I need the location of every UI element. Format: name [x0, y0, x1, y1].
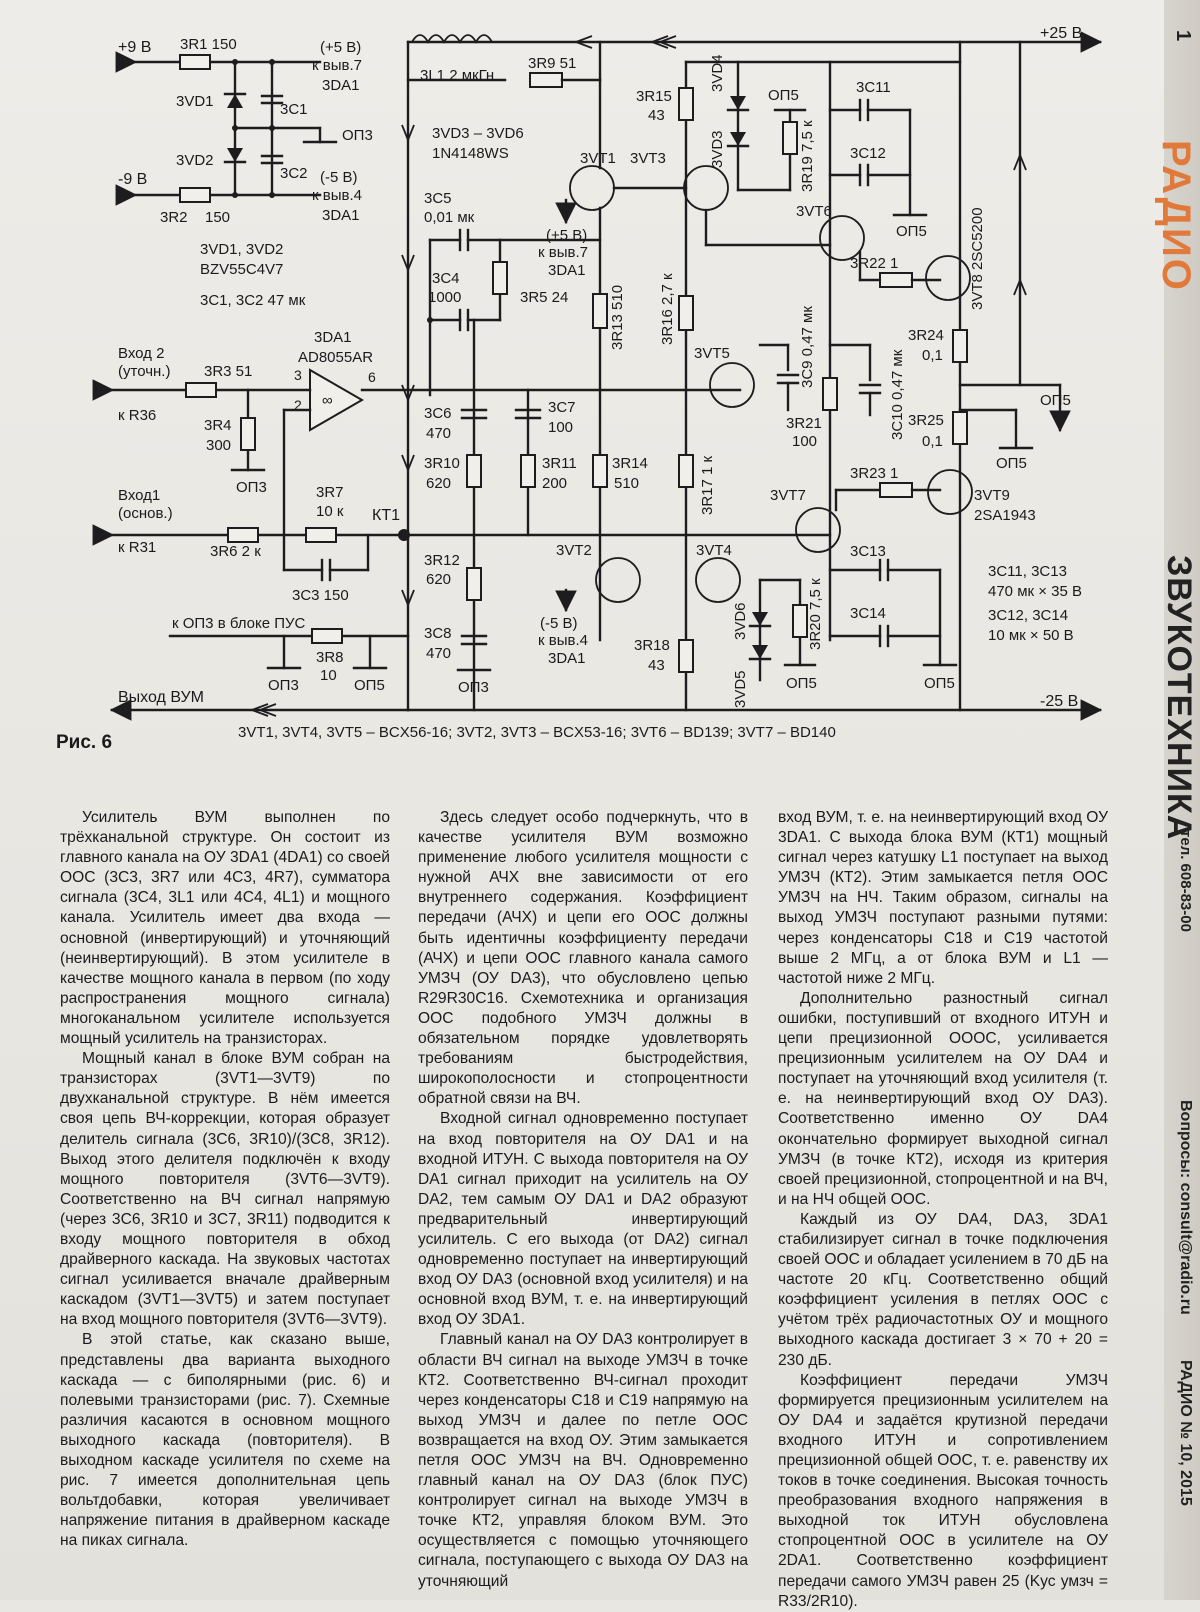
- label-vt6: 3VT6: [796, 203, 832, 220]
- label-pus: к ОП3 в блоке ПУС: [172, 615, 306, 632]
- label-r7: 3R7: [316, 484, 344, 501]
- label-c5: 3C5: [424, 190, 452, 207]
- resistor-3r19: [783, 122, 797, 154]
- label-r20: 3R20 7,5 к: [807, 578, 824, 650]
- page-number: 1: [1172, 30, 1194, 42]
- label-r9: 3R9 51: [528, 55, 577, 72]
- transistor-3vt4: [696, 558, 740, 602]
- label-l1: 3L1 2 мкГн: [420, 67, 495, 84]
- label-p5v-top-pin: к выв.7: [312, 57, 362, 74]
- label-op5-g: ОП5: [354, 677, 385, 694]
- label-op3-c: ОП3: [268, 677, 299, 694]
- label-r14: 3R14: [612, 455, 648, 472]
- label-c12: 3C12: [850, 145, 886, 162]
- label-c7-value: 100: [548, 419, 574, 436]
- label-c5-value: 0,01 мк: [424, 209, 475, 226]
- label-op3-a: ОП3: [342, 127, 373, 144]
- paragraph: вход ВУМ, т. е. на неинвертирующий вход ОУ 3DA1. С выхода блока ВУМ (КТ1) мощный сигнал через катушку L1 поступает на выход УМЗЧ (КТ2). Этим замыкается петля ООС УМЗЧ на НЧ. Таким образом, сигналы на выход УМЗЧ поступают разными путями: через конденсаторы С18 и С19 частотой выше 2 МГц, а от блока ВУМ и L1 — частотой ниже 2 МГц.: [778, 809, 1108, 987]
- resistor-3r21: [823, 378, 837, 410]
- label-r8-value: 10: [320, 667, 337, 684]
- label-c13: 3C13: [850, 543, 886, 560]
- text-column-1: [60, 808, 390, 1598]
- resistor-3r7: [306, 528, 336, 542]
- label-op5-a: ОП5: [768, 87, 799, 104]
- section-title: ЗВУКОТЕХНИКА: [1160, 555, 1198, 841]
- paragraph: Коэффициент передачи УМЗЧ формируется прецизионным усилителем на ОУ DA4 и задаётся крутизной передачи входного ИТУН и сопротивлением прецизионной общей ООС, т. е. равенству их токов в точке соединения. Высокая точность преобразования входного напряжения в выходной ток ИТУН обусловлена стопроцентной ООС в усилителе на ОУ 2DA1. Соответственно коэффициент передачи самого УМЗЧ равен 25 (Kус умзч = R33/2R10).: [778, 1371, 1108, 1610]
- label-p5v-top: (+5 В): [320, 39, 362, 56]
- label-r8: 3R8: [316, 649, 344, 666]
- label-m5v-mid: (-5 В): [540, 615, 578, 632]
- label-in1-sub: (основ.): [118, 505, 173, 522]
- label-vd5: 3VD5: [732, 670, 749, 708]
- label-p5v-top-ic: 3DA1: [322, 77, 360, 94]
- label-r16: 3R16 2,7 к: [659, 273, 676, 345]
- label-r21: 3R21: [786, 415, 822, 432]
- label-r15-value: 43: [648, 107, 665, 124]
- resistor-3r24: [953, 330, 967, 362]
- label-c9: 3C9 0,47 мк: [799, 306, 816, 388]
- label-vd36: 3VD3 – 3VD6: [432, 125, 524, 142]
- label-c10: 3C10 0,47 мк: [889, 349, 906, 440]
- label-da1-type: AD8055AR: [298, 349, 374, 366]
- label-p5v-mid-ic: 3DA1: [548, 262, 586, 279]
- label-r7-value: 10 к: [316, 503, 344, 520]
- diode-3vd3: [730, 132, 746, 146]
- label-vt7: 3VT7: [770, 487, 806, 504]
- label-op5-b: ОП5: [896, 223, 927, 240]
- paragraph: Главный канал на ОУ DA3 контролирует в области ВЧ сигнал на выходе УМЗЧ в точке КТ2. Соответственно ВЧ-сигнал проходит через конденсаторы С18 и С19 напрямую на выход УМЗЧ и далее по петле ООС возвращается на вход ОУ. Этим замыкается петля ООС УМЗЧ на ВЧ. Одновременно главный канал на ОУ DA3 (блок ПУС) контролирует сигнал на выходе УМЗЧ в точке КТ2, управляя блоком ВУМ. Это осуществляется с помощью уточняющего сигнала, поступающего с выхода ОУ DA3 на уточняющий: [418, 1331, 748, 1590]
- label-r24-value: 0,1: [922, 347, 943, 364]
- label-c7: 3C7: [548, 399, 576, 416]
- label-vt9: 3VT9: [974, 487, 1010, 504]
- label-c1113-note: 3C11, 3C13: [988, 563, 1067, 580]
- transistor-3vt5: [710, 363, 754, 407]
- label-c4: 3C4: [432, 270, 460, 287]
- label-r19: 3R19 7,5 к: [799, 120, 816, 192]
- label-vd2: 3VD2: [176, 152, 214, 169]
- transistor-3vt3: [684, 166, 728, 210]
- label-m5v-top-ic: 3DA1: [322, 207, 360, 224]
- circuit-schematic: [0, 0, 1170, 800]
- opamp-3da1: [310, 370, 362, 430]
- label-m5v-top-pin: к выв.4: [312, 187, 362, 204]
- page-margin-strip: [1154, 0, 1200, 1600]
- label-r2: 3R2: [160, 209, 188, 226]
- label-pin3: 3: [294, 367, 302, 383]
- label-output: Выход ВУМ: [118, 689, 204, 706]
- label-vd3: 3VD3: [709, 130, 726, 168]
- label-p9v: +9 В: [118, 39, 152, 56]
- resistor-3r16: [679, 296, 693, 330]
- label-p5v-mid: (+5 В): [546, 227, 588, 244]
- diode-3vd4: [730, 96, 746, 110]
- label-r17: 3R17 1 к: [699, 455, 716, 515]
- resistor-3r4: [241, 418, 255, 450]
- label-da1: 3DA1: [314, 329, 352, 346]
- paragraph: Каждый из ОУ DA4, DA3, 3DA1 стабилизирует сигнал в точке подключения своей ООС и обладает усилением в 70 дБ на частоте 20 кГц. Соответственно общий коэффициент усиления в петлях ООС с учётом трёх радиочастотных ОУ и мощного выходного каскада достигает 3 × 70 + 20 = 230 дБ.: [778, 1210, 1108, 1369]
- magazine-logo: РАДИО: [1154, 140, 1198, 292]
- label-p5v-mid-pin: к выв.7: [538, 244, 588, 261]
- text-column-2: [418, 808, 748, 1598]
- label-r2-value: 150: [205, 209, 231, 226]
- label-in1: Вход1: [118, 487, 161, 504]
- label-c6: 3C6: [424, 405, 452, 422]
- label-r15: 3R15: [636, 88, 672, 105]
- label-op5-d: ОП5: [996, 455, 1027, 472]
- paragraph: Входной сигнал одновременно поступает на вход повторителя на ОУ DA1 и на входной ИТУН. С выхода повторителя на ОУ DA1 сигнал приходит на усилитель на ОУ DA2, тем самым ОУ DA1 и DA2 образуют предварительный инвертирующий усилитель. С его выхода (от DA2) сигнал одновременно поступает на инвертирующий вход ОУ DA3 (основной вход усилителя) и на основной вход ВУМ, т. е. на инвертирующий вход ОУ 3DA1.: [418, 1110, 748, 1329]
- label-c12-note: 3C1, 3C2 47 мк: [200, 292, 306, 309]
- label-c4-value: 1000: [428, 289, 462, 306]
- transistor-3vt6: [820, 216, 864, 260]
- label-r22: 3R22 1: [850, 255, 899, 272]
- label-vd12-note: 3VD1, 3VD2: [200, 241, 284, 258]
- label-in2: Вход 2: [118, 345, 165, 362]
- text-column-3: [778, 808, 1108, 1610]
- label-r13: 3R13 510: [609, 284, 626, 350]
- label-vt9-type: 2SA1943: [974, 507, 1036, 524]
- label-r25-value: 0,1: [922, 433, 943, 450]
- label-vt3: 3VT3: [630, 150, 666, 167]
- label-c1214-value: 10 мк × 50 В: [988, 627, 1074, 644]
- label-vd12-type: BZV55C4V7: [200, 261, 284, 278]
- resistor-3r11: [521, 455, 535, 487]
- resistor-3r2: [180, 188, 210, 202]
- label-r12-value: 620: [426, 571, 452, 588]
- zener-3vd1: [227, 94, 243, 108]
- label-vd6: 3VD6: [732, 602, 749, 640]
- resistor-3r10: [467, 455, 481, 487]
- zener-3vd2: [227, 148, 243, 162]
- paragraph: Усилитель ВУМ выполнен по трёхканальной структуре. Он состоит из главного канала на ОУ 3DA1 (4DA1) со своей ООС (3C3, 3R7 или 4C3, 4R7), сумматора сигнала (3C4, 3L1 или 4C4, 4L1) и мощного канала. Усилитель имеет два входа — основной (инвертирующий) и уточняющий (неинвертирующий). В этом усилителе в качестве мощного канала в первом (по ходу распространения мощного сигнала) многоканальном усилителе используется мощный усилитель на транзисторах.: [60, 809, 390, 1048]
- resistor-3r13: [593, 294, 607, 328]
- label-c8: 3C8: [424, 625, 452, 642]
- resistor-3r17: [679, 455, 693, 487]
- paragraph: Мощный канал в блоке ВУМ собран на транзисторах (3VT1—3VT9) по двухканальной структуре. В нём имеется своя цепь ВЧ-коррекции, которая образует делитель сигнала (3C6, 3R10)/(3C8, 3R12). Выход этого делителя подключён к входу мощного повторителя (3VT6—3VT9). Соответственно на ВЧ сигнал напрямую (через 3C6, 3R10 и 3C7, 3R11) подводится к входу мощного повторителя в обход драйверного каскада. На звуковых частотах сигнал усиливается вначале драйверным каскадом (3VT1—3VT5) и затем поступает на вход мощного повторителя (3VT6—3VT9).: [60, 1050, 390, 1329]
- label-m9v: -9 В: [118, 171, 148, 188]
- label-r1: 3R1 150: [180, 36, 237, 53]
- label-to-r31: к R31: [118, 539, 157, 556]
- label-kt1: КТ1: [372, 507, 400, 524]
- resistor-3r22: [880, 273, 912, 287]
- label-r18: 3R18: [634, 637, 670, 654]
- label-c2: 3C2: [280, 165, 308, 182]
- label-to-r36: к R36: [118, 407, 157, 424]
- label-vt4: 3VT4: [696, 542, 732, 559]
- label-c1: 3C1: [280, 101, 308, 118]
- label-m5v-top: (-5 В): [320, 169, 358, 186]
- label-transistor-types: 3VT1, 3VT4, 3VT5 – BCX56-16; 3VT2, 3VT3 – BCX53-16; 3VT6 – BD139; 3VT7 – BD140: [238, 724, 836, 741]
- label-r23: 3R23 1: [850, 465, 899, 482]
- label-vt8: 3VT8 2SC5200: [969, 207, 986, 310]
- label-r12: 3R12: [424, 552, 460, 569]
- label-r5: 3R5 24: [520, 289, 569, 306]
- label-vt2: 3VT2: [556, 542, 592, 559]
- transistor-3vt1: [570, 166, 614, 210]
- resistor-3r12: [467, 568, 481, 600]
- transistor-3vt9: [928, 470, 972, 514]
- label-r10: 3R10: [424, 455, 460, 472]
- label-p25v: +25 В: [1040, 25, 1083, 42]
- label-m5v-mid-pin: к выв.4: [538, 632, 588, 649]
- label-op5-f: ОП5: [924, 675, 955, 692]
- resistor-3r9: [530, 73, 562, 87]
- label-pin2: 2: [294, 397, 302, 413]
- label-in2-sub: (уточн.): [118, 363, 171, 380]
- resistor-3r3: [186, 383, 216, 397]
- resistor-3r25: [953, 412, 967, 444]
- label-r4-value: 300: [206, 437, 232, 454]
- label-c6-value: 470: [426, 425, 452, 442]
- diode-3vd5: [752, 645, 768, 659]
- issue-label: РАДИО № 10, 2015: [1177, 1360, 1194, 1506]
- label-vt5: 3VT5: [694, 345, 730, 362]
- label-c8-value: 470: [426, 645, 452, 662]
- label-r11: 3R11: [542, 455, 577, 472]
- label-m5v-mid-ic: 3DA1: [548, 650, 586, 667]
- resistor-3r6: [228, 528, 258, 542]
- resistor-3r5: [493, 262, 507, 294]
- label-r25: 3R25: [908, 412, 944, 429]
- label-r18-value: 43: [648, 657, 665, 674]
- label-c1214-note: 3C12, 3C14: [988, 607, 1069, 624]
- label-r3: 3R3 51: [204, 363, 253, 380]
- label-r21-value: 100: [792, 433, 818, 450]
- label-r11-value: 200: [542, 475, 568, 492]
- label-pin6: 6: [368, 369, 376, 385]
- resistor-3r20: [793, 605, 807, 637]
- transistor-3vt8: [926, 256, 970, 300]
- label-op5-e: ОП5: [786, 675, 817, 692]
- label-c11: 3C11: [856, 79, 891, 96]
- resistor-3r15: [679, 88, 693, 120]
- figure-caption: Рис. 6: [56, 732, 113, 753]
- label-op3-d: ОП3: [458, 679, 489, 696]
- label-op3-b: ОП3: [236, 479, 267, 496]
- label-op5-c: ОП5: [1040, 392, 1071, 409]
- paragraph: В этой статье, как сказано выше, представлены два варианта выходного каскада — с биполярными (рис. 6) и полевыми транзисторами (рис. 7). Схемные различия касаются в основном мощного выходного каскада (повторителя). В выходном каскаде усилителя по схеме на рис. 7 имеется дополнительная цепь вольтдобавки, которая увеличивает напряжение питания в драйверном каскаде на пиках сигнала.: [60, 1331, 390, 1550]
- resistor-3r1: [180, 55, 210, 69]
- phone-info: тел. 608-83-00: [1177, 830, 1194, 932]
- label-r14-value: 510: [614, 475, 640, 492]
- label-opamp-sign: ∞: [322, 392, 333, 409]
- paragraph: Дополнительно разностный сигнал ошибки, поступивший от входного ИТУН и цепи прецизионной ОООС, усиливается прецизионным усилителем на ОУ DA4 и поступает на уточняющий вход усилителя (т. е. на неинвертирующий вход ОУ DA3). Соответственно именно ОУ DA4 окончательно формирует выходной сигнал УМЗЧ (в точке КТ2), исходя из критерия своей прецизионной, стопроцентной и на ВЧ, и на НЧ общей ООС.: [778, 989, 1108, 1208]
- resistor-3r18: [679, 640, 693, 672]
- label-c1113-value: 470 мк × 35 В: [988, 583, 1083, 600]
- label-c14: 3C14: [850, 605, 886, 622]
- label-c3: 3C3 150: [292, 587, 349, 604]
- resistor-3r23: [880, 483, 912, 497]
- resistor-3r8: [312, 629, 342, 643]
- label-r10-value: 620: [426, 475, 452, 492]
- label-vt1: 3VT1: [580, 150, 616, 167]
- diode-3vd6: [752, 612, 768, 626]
- label-r24: 3R24: [908, 327, 944, 344]
- questions-email: Вопросы: consult@radio.ru: [1177, 1100, 1194, 1315]
- label-vd36-type: 1N4148WS: [432, 145, 509, 162]
- resistor-3r14: [593, 455, 607, 487]
- label-vd1: 3VD1: [176, 93, 214, 110]
- transistor-3vt2: [596, 558, 640, 602]
- label-m25v: -25 В: [1040, 693, 1079, 710]
- label-vd4: 3VD4: [709, 54, 726, 92]
- label-r4: 3R4: [204, 417, 232, 434]
- transistor-3vt7: [796, 508, 840, 552]
- label-r6: 3R6 2 к: [210, 543, 261, 560]
- paragraph: Здесь следует особо подчеркнуть, что в качестве усилителя ВУМ возможно применение любого усилителя мощности с нужной АЧХ вне зависимости от его внутреннего содержания. Коэффициент передачи (АЧХ) и цепи его ООС должны быть идентичны коэффициенту передачи (АЧХ) и цепи ООС главного канала самого УМЗЧ (ОУ DA3), что обусловлено цепью R29R30C16. Схемотехника и организация ООС подобного УМЗЧ должны в обязательном порядке удовлетворять требованиям быстродействия, широкополосности и стопроцентности обратной связи на ВЧ.: [418, 809, 748, 1108]
